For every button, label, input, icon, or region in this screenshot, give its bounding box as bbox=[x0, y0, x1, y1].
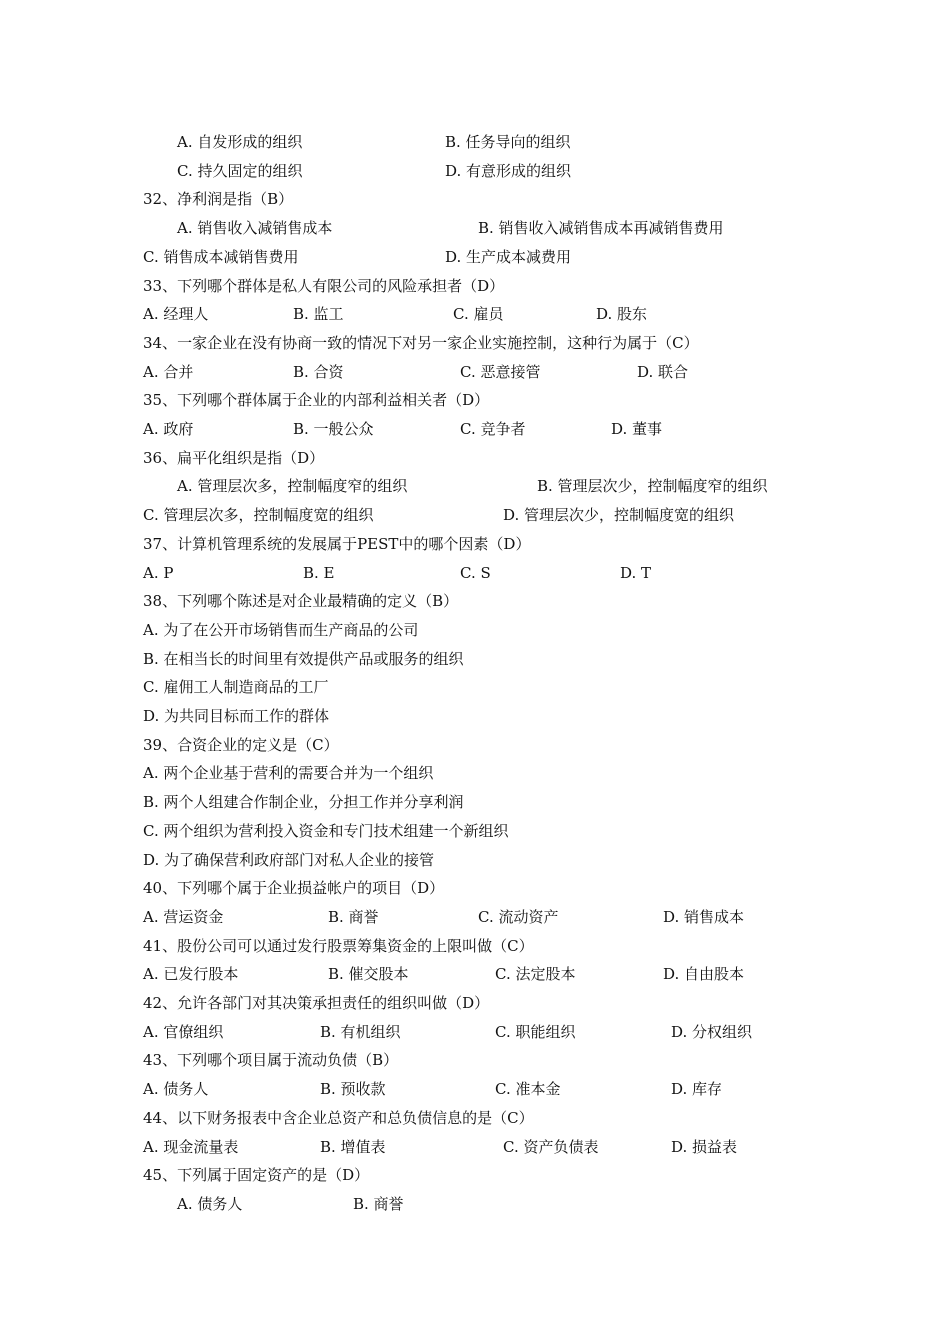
option-text: D. 分权组织 bbox=[671, 1023, 753, 1041]
option-text: C. 持久固定的组织 bbox=[177, 162, 303, 180]
option-text: C. 恶意接管 bbox=[460, 363, 541, 381]
option-text: A. 经理人 bbox=[143, 305, 209, 323]
option-text: C. 职能组织 bbox=[495, 1023, 576, 1041]
option-text: D. 董事 bbox=[611, 420, 663, 438]
option-text: C. 流动资产 bbox=[478, 908, 559, 926]
option-text: B. 有机组织 bbox=[320, 1023, 401, 1041]
option-text: B. 商誉 bbox=[328, 908, 379, 926]
option-text: D. 库存 bbox=[671, 1080, 723, 1098]
option-text: A. 已发行股本 bbox=[143, 965, 239, 983]
question-text: 34、一家企业在没有协商一致的情况下对另一家企业实施控制，这种行为属于（C） bbox=[143, 334, 699, 352]
option-text: D. T bbox=[620, 564, 652, 582]
option-text: A. 合并 bbox=[143, 363, 194, 381]
option-text: B. 监工 bbox=[293, 305, 344, 323]
option-text: D. 为共同目标而工作的群体 bbox=[143, 707, 330, 725]
question-text: 37、计算机管理系统的发展属于PEST中的哪个因素（D） bbox=[143, 535, 531, 553]
option-text: B. 一般公众 bbox=[293, 420, 374, 438]
option-text: B. 催交股本 bbox=[328, 965, 409, 983]
question-text: 42、允许各部门对其决策承担责任的组织叫做（D） bbox=[143, 994, 490, 1012]
option-text: C. 雇员 bbox=[453, 305, 504, 323]
option-text: C. 资产负债表 bbox=[503, 1138, 599, 1156]
option-text: A. 债务人 bbox=[143, 1080, 209, 1098]
option-text: C. 法定股本 bbox=[495, 965, 576, 983]
option-text: C. 管理层次多，控制幅度宽的组织 bbox=[143, 506, 374, 524]
question-text: 36、扁平化组织是指（D） bbox=[143, 449, 325, 467]
option-text: D. 销售成本 bbox=[663, 908, 745, 926]
question-text: 32、净利润是指（B） bbox=[143, 190, 294, 208]
option-text: D. 联合 bbox=[637, 363, 689, 381]
option-text: C. 竞争者 bbox=[460, 420, 526, 438]
option-text: A. 销售收入减销售成本 bbox=[177, 219, 333, 237]
option-text: B. 增值表 bbox=[320, 1138, 386, 1156]
option-text: B. 在相当长的时间里有效提供产品或服务的组织 bbox=[143, 650, 464, 668]
option-text: A. 自发形成的组织 bbox=[177, 133, 303, 151]
question-text: 38、下列哪个陈述是对企业最精确的定义（B） bbox=[143, 592, 459, 610]
option-text: D. 有意形成的组织 bbox=[445, 162, 572, 180]
option-text: C. 两个组织为营利投入资金和专门技术组建一个新组织 bbox=[143, 822, 509, 840]
option-text: D. 损益表 bbox=[671, 1138, 738, 1156]
option-text: D. 管理层次少，控制幅度宽的组织 bbox=[503, 506, 735, 524]
option-text: B. 商誉 bbox=[353, 1195, 404, 1213]
option-text: A. 现金流量表 bbox=[143, 1138, 239, 1156]
option-text: C. 销售成本减销售费用 bbox=[143, 248, 299, 266]
option-text: D. 自由股本 bbox=[663, 965, 745, 983]
option-text: B. 预收款 bbox=[320, 1080, 386, 1098]
option-text: D. 股东 bbox=[596, 305, 648, 323]
question-text: 43、下列哪个项目属于流动负债（B） bbox=[143, 1051, 399, 1069]
option-text: B. E bbox=[303, 564, 335, 582]
question-text: 39、合资企业的定义是（C） bbox=[143, 736, 339, 754]
option-text: A. 官僚组织 bbox=[143, 1023, 224, 1041]
option-text: A. 为了在公开市场销售而生产商品的公司 bbox=[143, 621, 419, 639]
option-text: B. 管理层次少，控制幅度窄的组织 bbox=[537, 477, 768, 495]
option-text: A. P bbox=[143, 564, 174, 582]
question-text: 35、下列哪个群体属于企业的内部利益相关者（D） bbox=[143, 391, 490, 409]
question-text: 45、下列属于固定资产的是（D） bbox=[143, 1166, 370, 1184]
question-text: 33、下列哪个群体是私人有限公司的风险承担者（D） bbox=[143, 277, 505, 295]
option-text: C. 雇佣工人制造商品的工厂 bbox=[143, 678, 329, 696]
question-text: 41、股份公司可以通过发行股票筹集资金的上限叫做（C） bbox=[143, 937, 534, 955]
option-text: B. 任务导向的组织 bbox=[445, 133, 571, 151]
option-text: A. 债务人 bbox=[177, 1195, 243, 1213]
option-text: A. 管理层次多，控制幅度窄的组织 bbox=[177, 477, 408, 495]
option-text: C. 准本金 bbox=[495, 1080, 561, 1098]
question-text: 44、以下财务报表中含企业总资产和总负债信息的是（C） bbox=[143, 1109, 534, 1127]
option-text: B. 合资 bbox=[293, 363, 344, 381]
question-text: 40、下列哪个属于企业损益帐户的项目（D） bbox=[143, 879, 445, 897]
option-text: A. 政府 bbox=[143, 420, 194, 438]
option-text: A. 两个企业基于营利的需要合并为一个组织 bbox=[143, 764, 434, 782]
option-text: A. 营运资金 bbox=[143, 908, 224, 926]
option-text: B. 销售收入减销售成本再减销售费用 bbox=[478, 219, 724, 237]
option-text: D. 为了确保营利政府部门对私人企业的接管 bbox=[143, 851, 435, 869]
option-text: C. S bbox=[460, 564, 491, 582]
option-text: B. 两个人组建合作制企业，分担工作并分享利润 bbox=[143, 793, 464, 811]
option-text: D. 生产成本减费用 bbox=[445, 248, 572, 266]
